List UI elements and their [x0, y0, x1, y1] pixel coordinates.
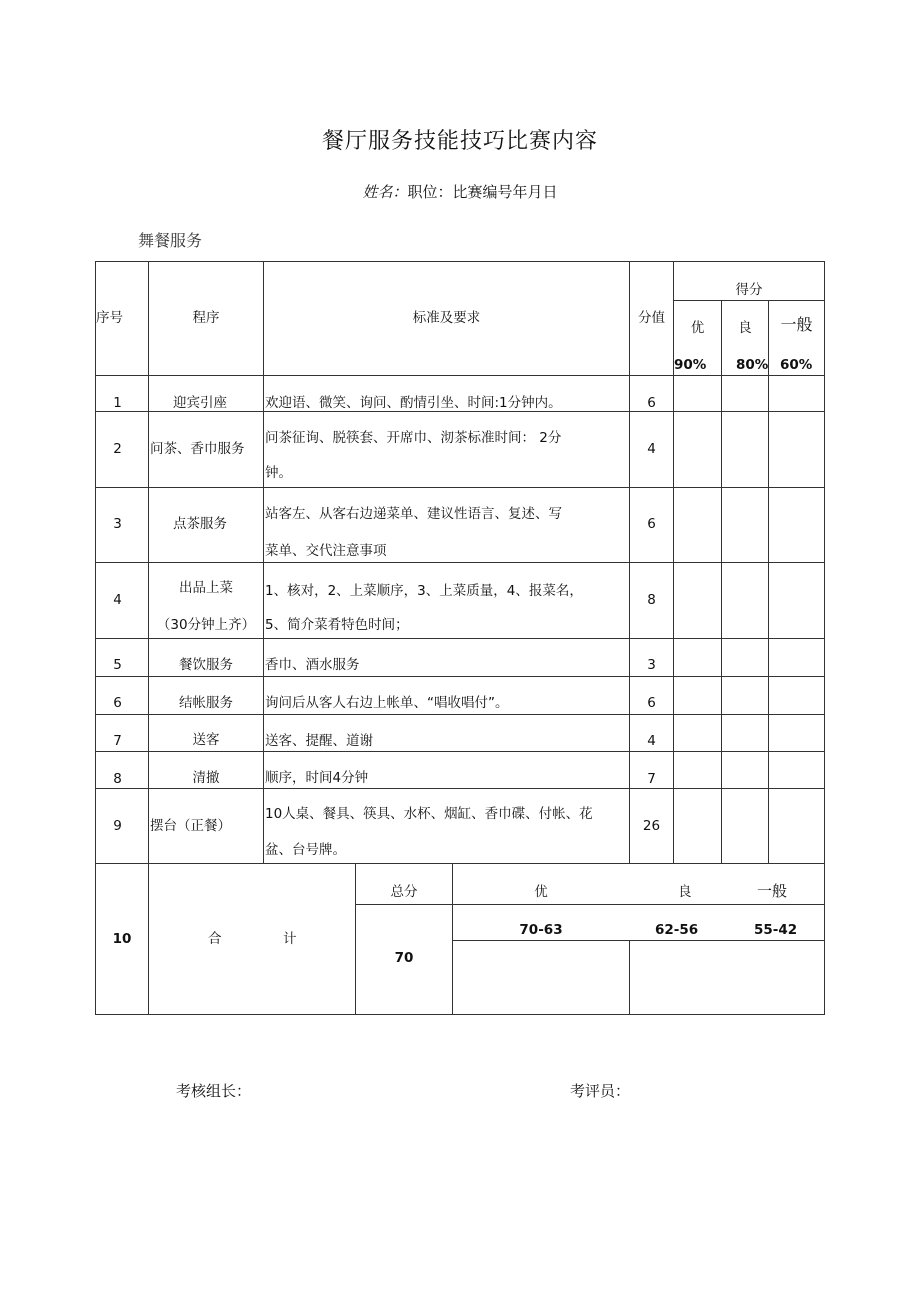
name-label: 姓名：: [362, 183, 408, 201]
row8-proc: 清撤: [192, 770, 220, 786]
grade-you: 优: [534, 884, 548, 900]
row8-std: 顺序，时间4分钟: [265, 770, 369, 786]
row9-no: 9: [113, 818, 122, 834]
total-he: 合: [208, 931, 222, 947]
row6-score: 6: [647, 695, 656, 711]
total-no: 10: [112, 931, 132, 947]
row9-proc: 摆台（正餐）: [150, 818, 231, 834]
row4-no: 4: [113, 592, 122, 608]
row8-score: 7: [647, 771, 656, 787]
row9-std-line2: 盆、台号牌。: [265, 842, 346, 858]
row3-score: 6: [647, 516, 656, 532]
header-p60: 60%: [780, 357, 813, 373]
header-liang: 良: [738, 320, 752, 336]
row3-proc: 点茶服务: [173, 516, 227, 532]
row8-no: 8: [113, 771, 122, 787]
header-get: 得分: [735, 282, 763, 298]
row2-std-line1: 问茶征询、脱筷套、开席巾、沏茶标准时间： 2分: [265, 430, 562, 446]
row2-proc: 问茶、香巾服务: [150, 441, 245, 457]
row4-std-line2: 5、简介菜肴特色时间；: [265, 617, 409, 633]
row2-std-line2: 钟。: [265, 465, 292, 481]
header-you: 优: [690, 320, 705, 336]
row7-std: 送客、提醒、道谢: [265, 733, 373, 749]
range-you: 70-63: [519, 922, 563, 938]
leader-label: 考核组长：: [176, 1082, 252, 1100]
judge-label: 考评员：: [570, 1082, 631, 1100]
row9-score: 26: [642, 818, 661, 834]
row4-proc-note: （30分钟上齐）: [156, 617, 256, 633]
header-seq: 序号: [96, 310, 123, 326]
header-yiban: 一般: [780, 315, 813, 334]
row4-score: 8: [647, 592, 656, 608]
header-score: 分值: [638, 310, 665, 326]
section-title: 舞餐服务: [138, 231, 203, 250]
page-title: 餐厅服务技能技巧比赛内容: [321, 129, 598, 154]
total-label: 总分: [390, 884, 418, 900]
header-p80: 80%: [736, 357, 769, 373]
range-yiban: 55-42: [754, 922, 798, 938]
range-liang: 62-56: [655, 922, 699, 938]
row5-std: 香巾、酒水服务: [265, 657, 360, 673]
row6-proc: 结帐服务: [179, 695, 233, 711]
row5-no: 5: [113, 657, 122, 673]
row1-proc: 迎宾引座: [173, 395, 227, 411]
row7-no: 7: [113, 733, 122, 749]
header-std: 标准及要求: [412, 310, 481, 326]
row6-no: 6: [113, 695, 122, 711]
total-value: 70: [394, 950, 414, 966]
row7-score: 4: [647, 733, 656, 749]
row6-std: 询问后从客人右边上帐单、“唱收唱付”。: [265, 695, 509, 711]
row3-no: 3: [113, 516, 122, 532]
row5-score: 3: [647, 657, 656, 673]
row7-proc: 送客: [192, 732, 220, 748]
grade-liang: 良: [678, 884, 692, 900]
row4-std-line1: 1、核对，2、上菜顺序，3、上菜质量，4、报菜名，: [265, 583, 583, 599]
total-ji: 计: [283, 931, 297, 947]
header-p90: 90%: [674, 357, 707, 373]
grade-yiban: 一般: [757, 882, 788, 900]
row3-std-line2: 菜单、交代注意事项: [265, 543, 387, 559]
row1-no: 1: [113, 395, 122, 411]
row1-score: 6: [647, 395, 656, 411]
row5-proc: 餐饮服务: [179, 657, 233, 673]
info-labels: 职位：比赛编号年月日: [407, 183, 558, 201]
row2-no: 2: [113, 441, 122, 457]
row3-std-line1: 站客左、从客右边递菜单、建议性语言、复述、写: [265, 506, 562, 522]
row1-std: 欢迎语、微笑、询问、酌情引坐、时间:1分钟内。: [265, 395, 562, 411]
row4-proc: 出品上菜: [179, 580, 233, 596]
header-proc: 程序: [192, 310, 220, 326]
row9-std-line1: 10人桌、餐具、筷具、水杯、烟缸、香巾碟、付帐、花: [265, 806, 593, 822]
row2-score: 4: [647, 441, 656, 457]
